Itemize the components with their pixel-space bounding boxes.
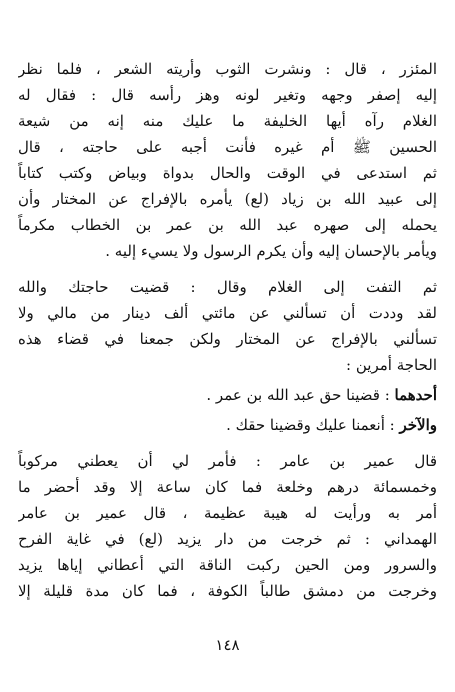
point-text: : أنعمنا عليك وقضينا حقك . bbox=[226, 416, 400, 434]
text-line: إلى عبيد الله بن زياد (لع) يأمره بالإفراج عن المختار وأن bbox=[18, 190, 437, 208]
text-line: الهمداني : ثم خرجت من دار يزيد (لع) في غاية الفرح bbox=[18, 530, 437, 548]
paragraph-3 bbox=[18, 448, 437, 604]
text-line: يحمله إلى صهره عبد الله بن عمر بن الخطاب مكرماً bbox=[18, 216, 437, 234]
text-line: أمر به ورأيت له هيبة عظيمة ، قال عمير بن عامر bbox=[18, 504, 437, 522]
text-line: إليه إصفر وجهه وتغير لونه وهز رأسه قال : فقال له bbox=[18, 86, 437, 104]
text-line bbox=[18, 412, 437, 438]
paragraph-2 bbox=[18, 274, 437, 378]
paragraph-gap bbox=[18, 264, 437, 274]
text-line: ويأمر بالإحسان إليه وأن يكرم الرسول ولا يسيء إليه . bbox=[105, 242, 437, 260]
point-term: والآخر bbox=[399, 416, 437, 434]
page-body bbox=[18, 56, 437, 604]
paragraph-gap bbox=[18, 438, 437, 448]
text-line: المئزر ، قال : ونشرت الثوب وأريته الشعر ، فلما نظر bbox=[18, 60, 437, 78]
text-line: تسألني بالإفراج عن المختار ولكن جمعنا في قضاء هذه bbox=[18, 330, 437, 348]
point-term: أحدهما bbox=[394, 386, 437, 404]
text-line: ثم استدعى في الوقت والحال بدواة وبياض وكتب كتاباً bbox=[18, 164, 437, 182]
text-line: لقد وددت أن تسألني عن مائتي ألف دينار من مالي ولا bbox=[18, 304, 437, 322]
text-line bbox=[18, 382, 437, 408]
text-line: قال عمير بن عامر : فأمر لي أن يعطني مركوباً bbox=[18, 452, 437, 470]
point-second bbox=[18, 412, 437, 438]
page-number: ١٤٨ bbox=[215, 636, 240, 654]
text-line: ثم التفت إلى الغلام وقال : قضيت حاجتك والله bbox=[18, 278, 437, 296]
point-text: : قضينا حق عبد الله بن عمر . bbox=[206, 386, 395, 404]
text-line: الحاجة أمرين : bbox=[346, 356, 437, 374]
point-first bbox=[18, 382, 437, 408]
text-line: وخرجت من دمشق طالباً الكوفة ، فما كان مدة قليلة إلا bbox=[18, 582, 437, 600]
paragraph-1 bbox=[18, 56, 437, 264]
text-line: الحسين ﷺ أم غيره فأنت أجبه على حاجته ، قال bbox=[18, 138, 437, 156]
text-line: والسرور ومن الحين ركبت الناقة التي أعطاني إياها يزيد bbox=[18, 556, 437, 574]
text-line: وخمسمائة درهم وخلعة فما كان ساعة إلا وقد أحضر ما bbox=[18, 478, 437, 496]
text-line: الغلام رآه أيها الخليفة ما عليك منه إنه من شيعة bbox=[18, 112, 437, 130]
